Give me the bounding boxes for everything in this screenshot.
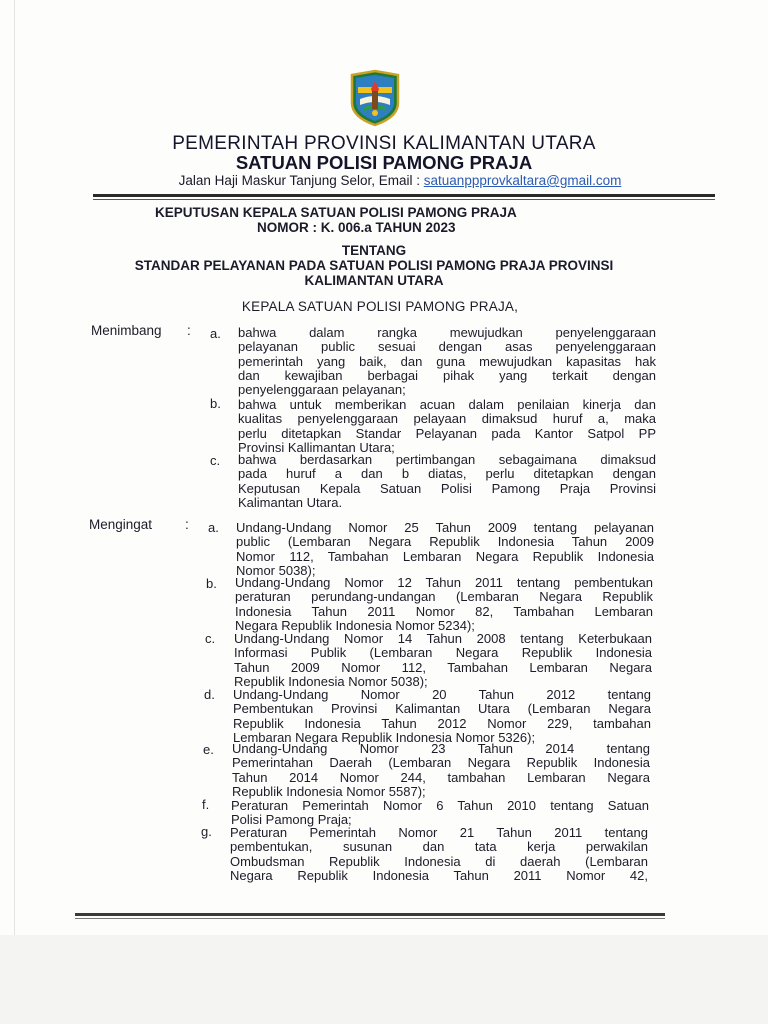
item-line: dan kewajiban berbagai pihak yang terkait dengan	[238, 368, 656, 383]
item-line: Undang-Undang Nomor 23 Tahun 2014 tentang	[232, 742, 650, 756]
list-item	[238, 326, 656, 397]
menimbang-letter: c.	[210, 453, 221, 468]
mengingat-letter: e.	[203, 742, 214, 757]
item-line: Republik Indonesia Nomor 5038);	[234, 674, 428, 689]
item-line: pada huruf a dan b diatas, perlu ditetapkan dengan	[238, 467, 656, 482]
item-line: Pembentukan Provinsi Kalimantan Utara (Lembaran Negara	[233, 702, 651, 717]
kalimantan-utara-emblem-icon	[346, 69, 404, 127]
header-rule	[93, 194, 715, 197]
item-line: Kalimantan Utara.	[238, 495, 343, 510]
item-line: Undang-Undang Nomor 20 Tahun 2012 tentang	[233, 688, 651, 702]
header-rule-thin	[93, 199, 715, 200]
mengingat-letter: d.	[204, 687, 215, 702]
footer-rule	[75, 913, 665, 916]
list-item	[233, 688, 651, 745]
decree-tentang: TENTANG	[341, 243, 407, 258]
mengingat-letter: c.	[205, 631, 216, 646]
item-line: Polisi Pamong Praja;	[231, 813, 352, 828]
item-line: pemerintah yang baik, dan guna mewujudkan kapasitas hak	[238, 354, 656, 369]
item-line: Indonesia Tahun 2011 Nomor 82, Tambahan Lembaran	[235, 604, 653, 619]
decree-subject-line1: STANDAR PELAYANAN PADA SATUAN POLISI PAMONG PRAJA PROVINSI	[134, 258, 614, 273]
mengingat-letter: b.	[206, 576, 217, 591]
decree-title: KEPUTUSAN KEPALA SATUAN POLISI PAMONG PRAJA	[155, 205, 517, 220]
item-line: kualitas penyelenggaraan pelayaan dimaksud huruf a, maka	[238, 412, 656, 427]
menimbang-letter: a.	[210, 326, 221, 341]
header-address	[0, 173, 768, 188]
list-item	[238, 453, 656, 510]
mengingat-letter: a.	[208, 520, 219, 535]
list-item	[236, 521, 654, 578]
scan-margin	[0, 935, 768, 1024]
item-line: bahwa dalam rangka mewujudkan penyelenggaraan	[238, 326, 656, 340]
footer-rule-thin	[75, 918, 665, 919]
item-line: Nomor 5038);	[236, 563, 316, 578]
item-line: Keputusan Kepala Satuan Polisi Pamong Praja Provinsi	[238, 481, 656, 496]
item-line: Nomor 112, Tambahan Lembaran Negara Republik Indonesia	[236, 549, 654, 564]
item-line: perlu ditetapkan Standar Pelayanan pada Kantor Satpol PP	[238, 426, 656, 441]
email-link[interactable]: satuanppprovkaltara@gmail.com	[423, 173, 622, 188]
item-line: pelayanan public sesuai dengan asas penyelenggaraan	[238, 340, 656, 355]
item-line: Peraturan Pemerintah Nomor 21 Tahun 2011 tentang	[230, 826, 648, 840]
item-line: Informasi Publik (Lembaran Negara Republik Indonesia	[234, 646, 652, 661]
mengingat-label: Mengingat	[89, 517, 153, 532]
item-line: Republik Indonesia Nomor 5587);	[232, 784, 426, 799]
menimbang-colon: :	[187, 323, 191, 338]
item-line: Undang-Undang Nomor 14 Tahun 2008 tentang Keterbukaan	[234, 632, 652, 646]
item-line: public (Lembaran Negara Republik Indonesia Tahun 2009	[236, 535, 654, 550]
decree-issuer: KEPALA SATUAN POLISI PAMONG PRAJA,	[241, 299, 519, 314]
address-text: Jalan Haji Maskur Tanjung Selor, Email :	[178, 173, 424, 188]
item-line: Ombudsman Republik Indonesia di daerah (Lembaran	[230, 854, 648, 869]
item-line: peraturan perundang-undangan (Lembaran Negara Republik	[235, 590, 653, 605]
item-line: Tahun 2014 Nomor 244, tambahan Lembaran Negara	[232, 770, 650, 785]
header-government: PEMERINTAH PROVINSI KALIMANTAN UTARA	[172, 133, 596, 154]
mengingat-letter: g.	[201, 824, 212, 839]
list-item	[230, 826, 648, 883]
item-line: Negara Republik Indonesia Nomor 5234);	[235, 618, 475, 633]
list-item	[231, 799, 649, 828]
list-item	[235, 576, 653, 633]
item-line: bahwa untuk memberikan acuan dalam penilaian kinerja dan	[238, 398, 656, 412]
item-line: Undang-Undang Nomor 12 Tahun 2011 tentang pembentukan	[235, 576, 653, 590]
header-agency: SATUAN POLISI PAMONG PRAJA	[235, 152, 533, 173]
item-line: penyelenggaraan pelayanan;	[238, 383, 406, 398]
list-item	[234, 632, 652, 689]
item-line: Lembaran Negara Republik Indonesia Nomor 5326);	[233, 730, 536, 745]
item-line: Pemerintahan Daerah (Lembaran Negara Republik Indonesia	[232, 756, 650, 771]
menimbang-letter: b.	[210, 396, 221, 411]
mengingat-letter: f.	[202, 797, 210, 812]
item-line: Negara Republik Indonesia Tahun 2011 Nomor 42,	[230, 868, 648, 883]
item-line: bahwa berdasarkan pertimbangan sebagaimana dimaksud	[238, 453, 656, 467]
decree-number: NOMOR : K. 006.a TAHUN 2023	[257, 220, 456, 235]
menimbang-label: Menimbang	[91, 323, 162, 338]
item-line: Tahun 2009 Nomor 112, Tambahan Lembaran Negara	[234, 660, 652, 675]
list-item	[232, 742, 650, 799]
item-line: Provinsi Kallimantan Utara;	[238, 440, 395, 455]
list-item	[238, 398, 656, 455]
item-line: Undang-Undang Nomor 25 Tahun 2009 tentang pelayanan	[236, 521, 654, 535]
item-line: Republik Indonesia Tahun 2012 Nomor 229, tambahan	[233, 716, 651, 731]
item-line: Peraturan Pemerintah Nomor 6 Tahun 2010 tentang Satuan	[231, 799, 649, 813]
item-line: pembentukan, susunan dan tata kerja perwakilan	[230, 840, 648, 855]
decree-subject-line2: KALIMANTAN UTARA	[304, 273, 444, 288]
mengingat-colon: :	[185, 517, 189, 532]
